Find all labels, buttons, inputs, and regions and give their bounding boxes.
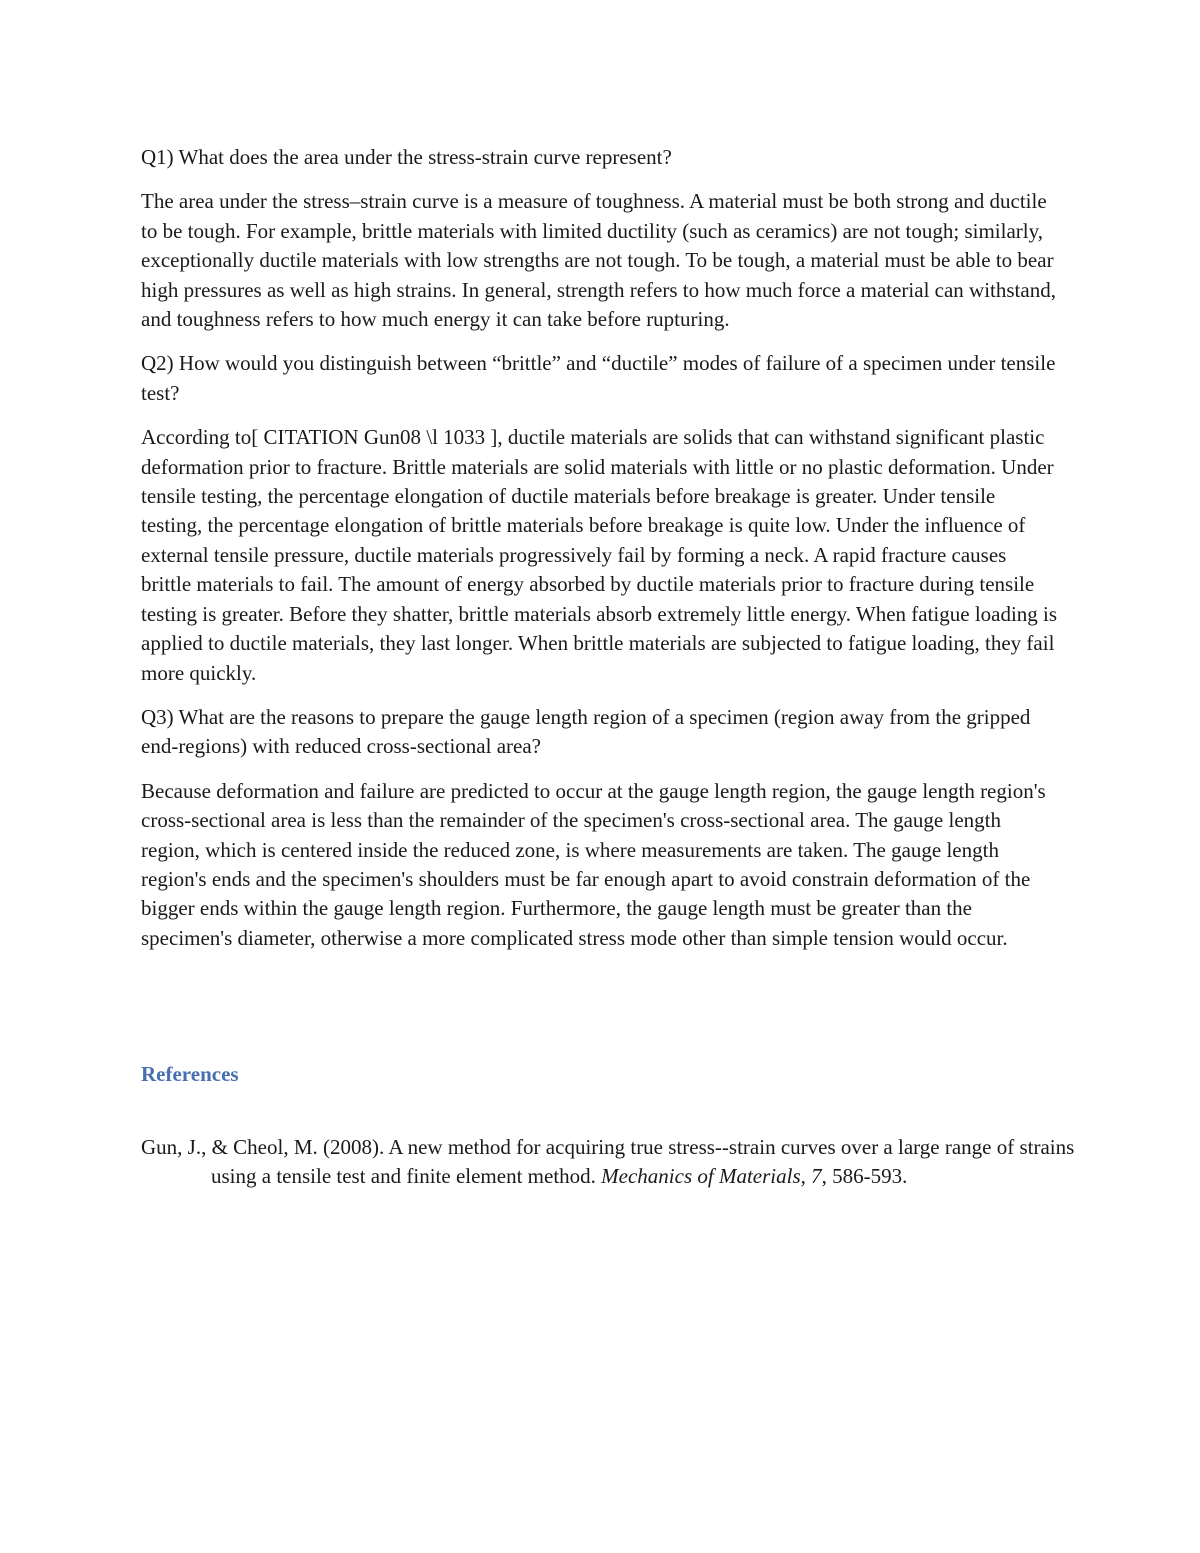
q2-question: Q2) How would you distinguish between “brittle” and “ductile” modes of failure of a specimen under tensile test?: [141, 351, 1056, 405]
document-body: [141, 143, 1075, 1189]
q2-answer: According to[ CITATION Gun08 \l 1033 ], ductile materials are solids that can withstand significant plastic deformation prior to fracture. Brittle materials are solid materials with little or no plastic deformation. Under tensile testing, the percentage elongation of ductile materials before breakage is greater. Under tensile testing, the percentage elongation of brittle materials before breakage is quite low. Under the influence of external tensile pressure, ductile materials progressively fail by forming a neck. A rapid fracture causes brittle materials to fail. The amount of energy absorbed by ductile materials prior to fracture during tensile testing is greater. Before they shatter, brittle materials absorb extremely little energy. When fatigue loading is applied to ductile materials, they last longer. When brittle materials are subjected to fatigue loading, they fail more quickly.: [141, 425, 1058, 685]
reference-journal: Mechanics of Materials, 7: [601, 1164, 822, 1189]
reference-pages: , 586-593.: [821, 1164, 908, 1189]
reference-authors-title: Gun, J., & Cheol, M. (2008). A new method for acquiring true stress--strain curves over a large range of strains using a tensile test and finite element method.: [141, 1135, 1075, 1189]
q1-answer: The area under the stress–strain curve is a measure of toughness. A material must be both strong and ductile to be tough. For example, brittle materials with limited ductility (such as ceramics) are not tough; similarly, exceptionally ductile materials with low strengths are not tough. To be tough, a material must be able to bear high pressures as well as high strains. In general, strength refers to how much force a material can withstand, and toughness refers to how much energy it can take before rupturing.: [141, 189, 1056, 332]
q3-question: Q3) What are the reasons to prepare the gauge length region of a specimen (region away from the gripped end-regions) with reduced cross-sectional area?: [141, 704, 1031, 759]
q3-answer: Because deformation and failure are predicted to occur at the gauge length region, the gauge length region's cross-sectional area is less than the remainder of the specimen's cross-sectional area. The gauge length region, which is centered inside the reduced zone, is where measurements are taken. The gauge length region's ends and the specimen's shoulders must be far enough apart to avoid constrain deformation of the bigger ends within the gauge length region. Furthermore, the gauge length must be greater than the specimen's diameter, otherwise a more complicated stress mode other than simple tension would occur.: [141, 778, 1046, 950]
references-heading: References: [141, 1062, 239, 1086]
q1-question: Q1) What does the area under the stress-strain curve represent?: [141, 145, 672, 169]
reference-entry: [141, 1133, 1121, 1192]
